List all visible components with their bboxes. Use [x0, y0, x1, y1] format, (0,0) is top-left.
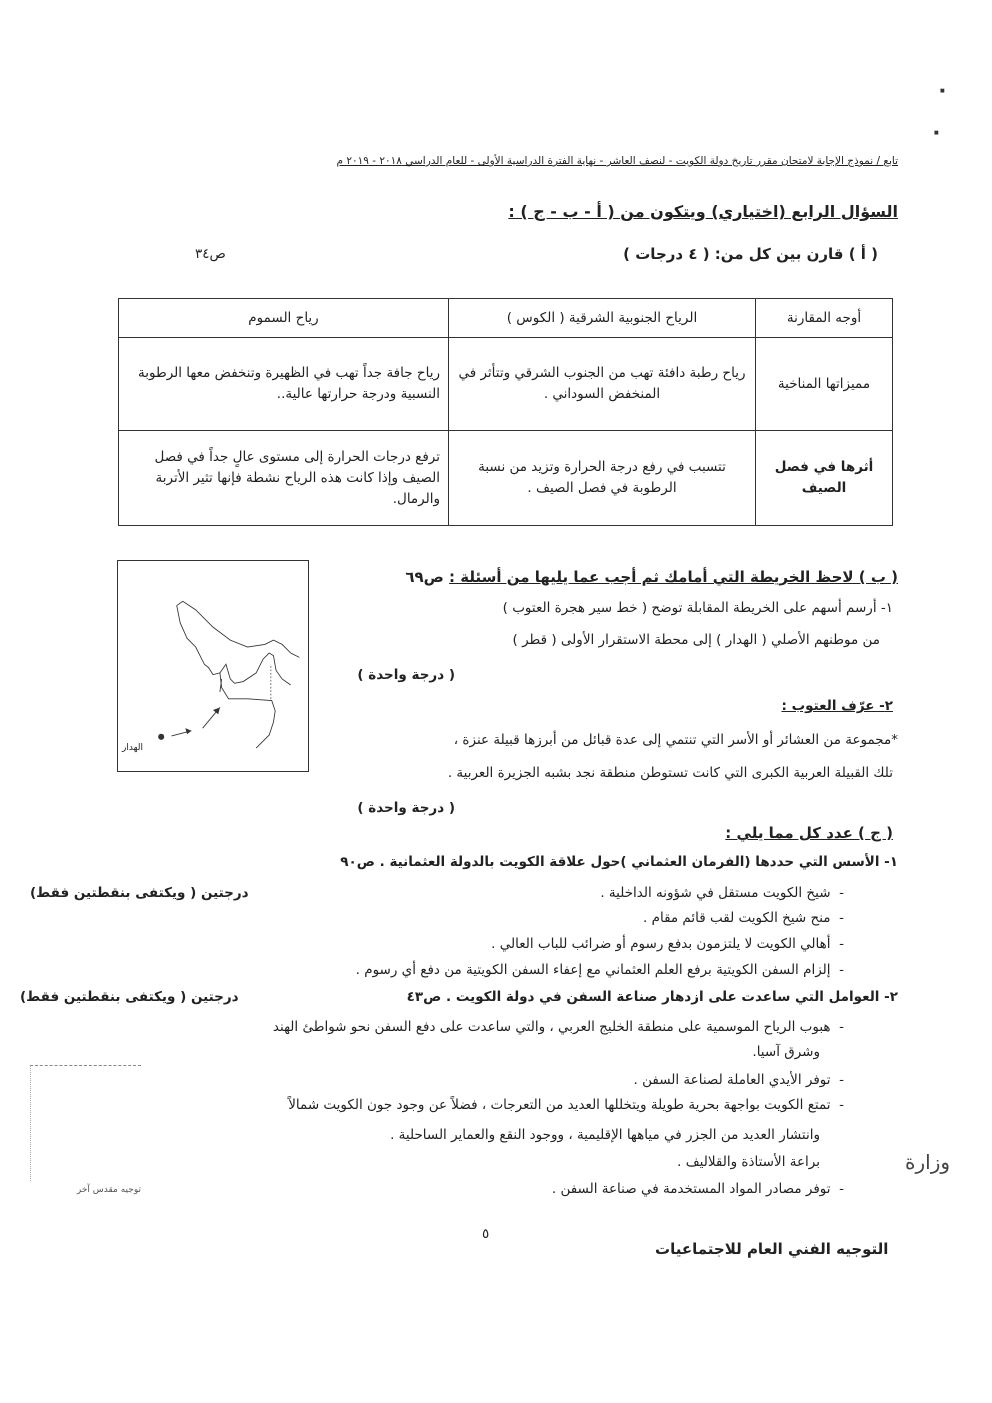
- list-item-text: هبوب الرياح الموسمية على منطقة الخليج العربي ، والتي ساعدت على دفع السفن نحو شواطئ الهند: [272, 1019, 831, 1035]
- list-item: - تمتع الكويت بواجهة بحرية طويلة ويتخللها العديد من التعرجات ، فضلاً عن وجود جون الكويت شمالاً: [288, 1097, 844, 1113]
- table-cell: ترفع درجات الحرارة إلى مستوى عالٍ جداً في فصل الصيف وإذا كانت هذه الرياح نشطة فإنها تثير الأتربة والرمال.: [119, 431, 449, 526]
- scan-mark: ■: [940, 88, 945, 94]
- list-item-text: توفر مصادر المواد المستخدمة في صناعة السفن .: [551, 1181, 831, 1197]
- list-item-text: تمتع الكويت بواجهة بحرية طويلة ويتخللها العديد من التعرجات ، فضلاً عن وجود جون الكويت شمالاً: [288, 1097, 831, 1113]
- part-c-q2-grade: درجتين ( ويكتفى بنقطتين فقط): [20, 989, 239, 1005]
- list-item: - منح شيخ الكويت لقب قائم مقام .: [643, 910, 844, 926]
- map-outline: [118, 561, 308, 771]
- part-c-q2-title: ٢- العوامل التي ساعدت على ازدهار صناعة السفن في دولة الكويت . ص٤٣: [406, 989, 898, 1005]
- part-b-q2-line1: *مجموعة من العشائر أو الأسر التي تنتمي إلى عدة قبائل من أبرزها قبيلة عنزة ،: [453, 732, 898, 748]
- part-c-q1-grade: درجتين ( ويكتفى بنقطتين فقط): [30, 885, 249, 901]
- part-b-q2-title: ٢- عرّف العتوب :: [781, 698, 893, 714]
- list-item-text: شيخ الكويت مستقل في شؤونه الداخلية .: [600, 885, 831, 901]
- comparison-table: [118, 298, 893, 526]
- table-header-row: [119, 299, 893, 338]
- gulf-map: [117, 560, 309, 772]
- part-c-q1-title: ١- الأسس التي حددها (الفرمان العثماني )حول علاقة الكويت بالدولة العثمانية . ص٩٠: [340, 854, 898, 870]
- list-item: - شيخ الكويت مستقل في شؤونه الداخلية .: [600, 885, 844, 901]
- scan-mark: ■: [934, 130, 939, 136]
- map-label-hadar: الهدار: [122, 743, 143, 753]
- table-cell: تتسبب في رفع درجة الحرارة وتزيد من نسبة الرطوبة في فصل الصيف .: [449, 431, 756, 526]
- part-c-title: ( ج ) عدد كل مما يلي :: [725, 824, 893, 842]
- part-b-q2-line2: تلك القبيلة العربية الكبرى التي كانت تستوطن منطقة نجد بشبه الجزيرة العربية .: [447, 765, 893, 781]
- table-header: أوجه المقارنة: [756, 299, 893, 338]
- list-item-text: إلزام السفن الكويتية برفع العلم العثماني مع إعفاء السفن الكويتية من دفع أي رسوم .: [355, 962, 831, 978]
- part-b-title-text: ( ب ) لاحظ الخريطة التي أمامك ثم أجب عما يليها من أسئلة :: [449, 568, 898, 586]
- table-cell: أثرها في فصل الصيف: [756, 431, 893, 526]
- part-b-title: [405, 568, 898, 586]
- footer-signature: التوجيه الفني العام للاجتماعيات: [655, 1240, 889, 1258]
- table-row: [119, 431, 893, 526]
- list-item: - إلزام السفن الكويتية برفع العلم العثماني مع إعفاء السفن الكويتية من دفع أي رسوم .: [355, 962, 844, 978]
- part-b-q1-line1: ١- أرسم أسهم على الخريطة المقابلة توضح ( خط سير هجرة العتوب ): [502, 600, 893, 616]
- table-cell: مميزاتها المناخية: [756, 338, 893, 431]
- table-cell: رياح رطبة دافئة تهب من الجنوب الشرقي وتتأثر في المنخفض السوداني .: [449, 338, 756, 431]
- part-a-page-ref: ص٣٤: [195, 246, 226, 262]
- part-b-q1-line2: من موطنهم الأصلي ( الهدار ) إلى محطة الاستقرار الأولى ( قطر ): [512, 632, 880, 648]
- part-b-q2-grade: ( درجة واحدة ): [357, 800, 455, 816]
- list-item-continuation: وانتشار العديد من الجزر في مياهها الإقليمية ، ووجود النقع والعماير الساحلية .: [390, 1127, 820, 1143]
- part-b-page-ref: ص٦٩: [405, 568, 444, 586]
- part-a-title: ( أ ) قارن بين كل من: ( ٤ درجات ): [623, 245, 878, 263]
- list-item: - هبوب الرياح الموسمية على منطقة الخليج العربي ، والتي ساعدت على دفع السفن نحو شواطئ الهند: [272, 1019, 844, 1035]
- table-header: الرياح الجنوبية الشرقية ( الكوس ): [449, 299, 756, 338]
- list-item-continuation: وشرق آسيا.: [752, 1044, 820, 1060]
- part-b-q1-grade: ( درجة واحدة ): [357, 667, 455, 683]
- question-title: السؤال الرابع (اختياري) ويتكون من ( أ - ب - ج ) :: [508, 202, 898, 221]
- table-header: رياح السموم: [119, 299, 449, 338]
- list-item-text: أهالي الكويت لا يلتزمون بدفع رسوم أو ضرائب للباب العالي .: [491, 936, 831, 952]
- stamp-caption: توجيه مقدس آخر: [76, 1185, 141, 1195]
- page-number: ٥: [482, 1226, 490, 1242]
- list-item: براعة الأستاذة والقلاليف .: [677, 1154, 820, 1170]
- table-cell: رياح جافة جداً تهب في الظهيرة وتنخفض معها الرطوبة النسبية ودرجة حرارتها عالية..: [119, 338, 449, 431]
- list-item: - أهالي الكويت لا يلتزمون بدفع رسوم أو ضرائب للباب العالي .: [491, 936, 844, 952]
- list-item: - توفر الأيدي العاملة لصناعة السفن .: [633, 1072, 844, 1088]
- table-row: [119, 338, 893, 431]
- list-item-text: منح شيخ الكويت لقب قائم مقام .: [643, 910, 831, 926]
- ministry-stamp-text: وزارة: [905, 1150, 951, 1174]
- list-item: - توفر مصادر المواد المستخدمة في صناعة السفن .: [551, 1181, 844, 1197]
- list-item-text: توفر الأيدي العاملة لصناعة السفن .: [633, 1072, 831, 1088]
- ministry-stamp: [30, 1065, 141, 1195]
- page-header: تابع / نموذج الإجابة لامتحان مقرر تاريخ دولة الكويت - لنصف العاشر - نهاية الفترة الدراسية الأولى - للعام الدراسي ٢٠١٨ - ٢٠١٩ م: [336, 155, 898, 167]
